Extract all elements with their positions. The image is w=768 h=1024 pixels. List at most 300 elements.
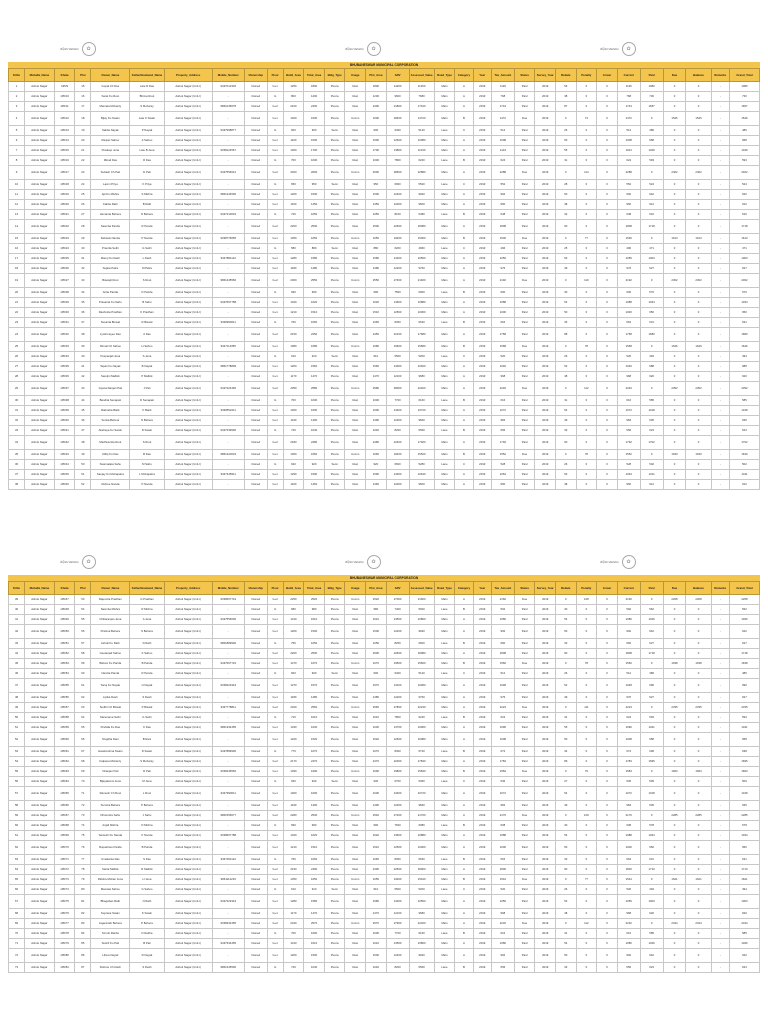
table-cell: Pucca — [324, 841, 345, 855]
table-cell: 0 — [597, 308, 618, 318]
table-cell: 0 — [686, 885, 711, 895]
table-cell: 2019 — [473, 136, 491, 146]
table-cell: 1695 — [640, 757, 663, 767]
table-cell: 760 — [283, 318, 304, 328]
table-cell: 19600 — [386, 342, 409, 352]
table-cell: Resi — [345, 82, 366, 92]
table-cell: 13100 — [386, 679, 409, 693]
table-cell: 0 — [576, 362, 597, 372]
table-cell: 0 — [663, 605, 686, 615]
table-cell: 9920 — [409, 625, 434, 639]
table-cell: 21 — [75, 146, 91, 156]
table-cell: 5360 — [409, 777, 434, 787]
table-cell: 2019 — [473, 895, 491, 909]
table-cell: Akshaya Ku Swain — [91, 426, 130, 436]
table-cell: 16 — [75, 92, 91, 102]
table-cell: 585 — [640, 929, 663, 939]
table-cell: 2019 — [473, 396, 491, 406]
table-cell: 26 — [9, 352, 25, 362]
table-cell: - — [212, 112, 244, 126]
table-row — [9, 156, 760, 166]
table-cell: 48 — [556, 480, 577, 490]
table-cell: Resi — [345, 210, 366, 220]
table-cell: 1320 — [283, 298, 304, 308]
table-cell: Jyotirmayee Das — [91, 328, 130, 342]
table-cell: 69 — [9, 919, 25, 929]
table-cell: 2019 — [535, 254, 556, 264]
table-cell: 26 — [556, 460, 577, 470]
table-cell: Resi — [345, 963, 366, 973]
table-cell: - — [212, 821, 244, 831]
table-cell: 1718 — [640, 649, 663, 659]
table-cell: 1 — [9, 82, 25, 92]
table-cell: Resi — [345, 615, 366, 625]
table-cell: 195/14 — [54, 136, 75, 146]
table-cell: 0 — [597, 649, 618, 659]
table-cell: 54 — [556, 787, 577, 801]
table-cell: 1660 — [304, 450, 325, 460]
table-cell: 195/18 — [54, 180, 75, 190]
table-cell: Bhima Rout — [130, 92, 164, 102]
table-cell: Resi — [345, 200, 366, 210]
table-cell: Resi — [345, 669, 366, 679]
table-cell: S Mishra — [130, 190, 164, 200]
table-cell: Anjali Mishra — [91, 821, 130, 831]
table-cell: 195/71 — [54, 855, 75, 865]
table-cell: 9338990011 — [212, 318, 244, 328]
table-cell: 1136 — [491, 82, 514, 92]
table-cell: - — [711, 210, 729, 220]
table-row — [9, 102, 760, 112]
table-cell: 740 — [283, 963, 304, 973]
table-cell: S Rout — [130, 436, 164, 450]
table-cell: 942 — [729, 625, 759, 639]
table-cell: 935 — [729, 416, 759, 426]
table-cell: 30 — [9, 396, 25, 406]
table-cell: 0 — [686, 733, 711, 747]
table-cell: Main — [434, 328, 455, 342]
table-cell: B — [455, 767, 473, 777]
table-cell: 1040 — [304, 963, 325, 973]
table-cell: Main — [434, 92, 455, 102]
table-cell: 509 — [729, 777, 759, 787]
table-cell: Ashok Nagar — [25, 821, 55, 831]
table-row — [9, 855, 760, 865]
table-cell: Resi — [345, 126, 366, 136]
table-cell: 8 — [9, 156, 25, 166]
table-cell: 920 — [640, 372, 663, 382]
table-cell: 1792 — [617, 436, 640, 450]
table-cell: 1470 — [304, 909, 325, 919]
table-cell: 660 — [617, 639, 640, 649]
table-cell: G+1 — [267, 470, 283, 480]
table-cell: 0 — [663, 436, 686, 450]
table-cell: 6500 — [386, 352, 409, 362]
table-cell: 1600 — [366, 112, 387, 126]
brand-center — [345, 42, 381, 56]
table-cell: Main — [434, 470, 455, 480]
table-cell: Lipika Dash — [91, 693, 130, 703]
table-cell: 0 — [640, 811, 663, 821]
table-cell: 195/29 — [54, 298, 75, 308]
column-header: Assessed_Value — [409, 69, 434, 82]
table-cell: 114 — [576, 166, 597, 180]
table-cell: 12500 — [386, 841, 409, 855]
table-cell: 0 — [576, 352, 597, 362]
table-cell: Pucca — [324, 190, 345, 200]
table-cell: 2019 — [473, 929, 491, 939]
table-cell: 1008 — [491, 733, 514, 747]
table-cell: 2019 — [535, 841, 556, 855]
table-cell: Main — [434, 102, 455, 112]
table-cell: 494 — [729, 885, 759, 895]
table-cell: 2019 — [473, 875, 491, 885]
table-cell: A — [455, 436, 473, 450]
table-cell: H Sahoo — [130, 342, 164, 352]
table-cell: 2400 — [304, 102, 325, 112]
table-cell: 18400 — [386, 112, 409, 126]
table-cell: Lane — [434, 821, 455, 831]
table-cell: 0 — [576, 244, 597, 254]
table-cell: 1080 — [729, 82, 759, 92]
table-cell: 9920 — [409, 190, 434, 200]
table-cell: 2402 — [663, 166, 686, 180]
table-row — [9, 841, 760, 855]
table-cell: Paid — [514, 372, 535, 382]
table-cell: 10560 — [409, 895, 434, 909]
table-cell: 195/43 — [54, 450, 75, 460]
table-cell: 1500 — [304, 136, 325, 146]
table-cell: 49 — [75, 450, 91, 460]
table-cell: 1170 — [283, 372, 304, 382]
table-cell: 195/52 — [54, 649, 75, 659]
table-cell: 68 — [75, 757, 91, 767]
table-cell: 0 — [597, 200, 618, 210]
table-cell: 984 — [491, 416, 514, 426]
table-cell: Lane — [434, 210, 455, 220]
table-cell: Main — [434, 342, 455, 352]
table-cell: Ashok Nagar (Unit-I) — [164, 939, 212, 949]
table-cell: Paid — [514, 190, 535, 200]
table-cell: 2019 — [473, 679, 491, 693]
column-header: Remarks — [711, 69, 729, 82]
table-cell: 0 — [686, 841, 711, 855]
table-cell: - — [212, 865, 244, 875]
table-cell: 18080 — [409, 649, 434, 659]
table-cell: Paid — [514, 210, 535, 220]
column-header: Assessed_Value — [409, 582, 434, 595]
table-row — [9, 308, 760, 318]
table-cell: - — [212, 841, 244, 855]
table-cell: Due — [514, 234, 535, 244]
table-cell: Pucca — [324, 82, 345, 92]
table-cell: 593 — [729, 156, 759, 166]
column-header: Plot — [75, 582, 91, 595]
table-cell: 0 — [576, 649, 597, 659]
column-header: Penalty — [576, 69, 597, 82]
table-cell: 0 — [686, 821, 711, 831]
table-cell: Sanjay Ku Mohapatra — [91, 470, 130, 480]
table-cell: Paid — [514, 777, 535, 787]
table-row — [9, 909, 760, 919]
table-cell: 54 — [75, 605, 91, 615]
table-cell: 1646 — [729, 342, 759, 352]
table-row — [9, 480, 760, 490]
table-cell: 1050 — [304, 210, 325, 220]
table-row — [9, 703, 760, 713]
table-cell: Owned — [244, 180, 267, 190]
table-cell: 0 — [640, 234, 663, 244]
table-cell: 0 — [663, 909, 686, 919]
table-cell: 0 — [686, 352, 711, 362]
table-cell: 1190 — [283, 416, 304, 426]
table-row — [9, 352, 760, 362]
table-cell: Pucca — [324, 909, 345, 919]
table-cell: Main — [434, 841, 455, 855]
table-cell: - — [711, 963, 729, 973]
table-cell: - — [212, 605, 244, 615]
table-cell: 0 — [597, 234, 618, 244]
table-cell: Pucca — [324, 855, 345, 865]
table-cell: 11360 — [409, 82, 434, 92]
table-cell: - — [711, 723, 729, 733]
table-cell: S Mohanty — [130, 102, 164, 112]
table-cell: 1638 — [729, 659, 759, 669]
table-cell: 1568 — [617, 342, 640, 352]
table-cell: Owned — [244, 450, 267, 460]
table-cell: - — [711, 288, 729, 298]
table-cell: 1080 — [640, 82, 663, 92]
table-cell: 0 — [576, 713, 597, 723]
table-cell: Main — [434, 939, 455, 949]
table-cell: - — [711, 821, 729, 831]
table-cell: 0 — [597, 855, 618, 865]
table-cell: Saroj Ku Nayak — [91, 679, 130, 693]
table-cell: 720 — [283, 210, 304, 220]
table-cell: 1621 — [729, 875, 759, 885]
table-cell: 2019 — [535, 693, 556, 703]
table-row — [9, 757, 760, 767]
table-cell: 0 — [597, 895, 618, 909]
table-cell: 0 — [663, 733, 686, 747]
table-cell: Main — [434, 436, 455, 450]
table-cell: 9760 — [409, 264, 434, 274]
table-cell: 0 — [686, 669, 711, 679]
table-cell: 0 — [663, 156, 686, 166]
table-cell: 14 — [9, 220, 25, 234]
table-cell: 1657 — [729, 102, 759, 112]
table-cell: Rabindra Barik — [91, 406, 130, 416]
table-cell: 2019 — [535, 436, 556, 450]
table-cell: 54 — [9, 757, 25, 767]
table-cell: Ashok Nagar — [25, 308, 55, 318]
table-cell: 0 — [663, 352, 686, 362]
table-cell: 2490 — [304, 865, 325, 875]
table-cell: B — [455, 342, 473, 352]
table-cell: 12 — [9, 200, 25, 210]
table-cell: 0 — [686, 254, 711, 264]
table-cell: B — [455, 929, 473, 939]
table-cell: 31 — [556, 396, 577, 406]
table-cell: 76 — [75, 841, 91, 855]
table-cell: Main — [434, 679, 455, 693]
table-cell: 79 — [75, 875, 91, 885]
table-cell: 11 — [9, 190, 25, 200]
table-cell: 984 — [617, 416, 640, 426]
table-cell: Ashok Nagar — [25, 460, 55, 470]
table-cell: 0 — [576, 190, 597, 200]
table-cell: 0 — [686, 949, 711, 963]
table-cell: 0 — [663, 831, 686, 841]
table-cell: Ajit Ku Mishra — [91, 190, 130, 200]
table-cell: 1003 — [729, 895, 759, 909]
table-cell: 195/36 — [54, 372, 75, 382]
table-cell: 990 — [366, 288, 387, 298]
table-cell: Semi — [324, 244, 345, 254]
table-cell: 1000 — [304, 929, 325, 939]
table-cell: 27400 — [386, 274, 409, 288]
table-cell: 0 — [597, 733, 618, 747]
table-cell: 958 — [729, 733, 759, 747]
table-cell: 528 — [617, 460, 640, 470]
table-cell: 1500 — [366, 949, 387, 963]
table-cell: 2019 — [473, 342, 491, 352]
table-cell: Resi — [345, 308, 366, 318]
table-cell: 18 — [9, 264, 25, 274]
table-cell: 9338667744 — [212, 595, 244, 605]
table-cell: 70 — [75, 777, 91, 787]
table-cell: Ashok Nagar — [25, 396, 55, 406]
table-cell: 900 — [366, 126, 387, 136]
table-cell: Sudhir Ch Biswal — [91, 703, 130, 713]
table-cell: 1000 — [491, 308, 514, 318]
table-cell: 83 — [75, 919, 91, 929]
table-cell: 0 — [576, 210, 597, 220]
table-cell: Pucca — [324, 733, 345, 747]
table-cell: Late R Das — [130, 82, 164, 92]
table-cell: Ashok Nagar (Unit-I) — [164, 342, 212, 352]
table-cell: Ashok Nagar (Unit-I) — [164, 112, 212, 126]
table-cell: G+1 — [267, 693, 283, 703]
table-cell: 0 — [686, 713, 711, 723]
table-cell: 195/38 — [54, 396, 75, 406]
table-cell: 9437113355 — [212, 342, 244, 352]
table-cell: 2019 — [535, 244, 556, 254]
table-cell: Main — [434, 767, 455, 777]
table-cell: Paid — [514, 254, 535, 264]
table-cell: 14200 — [386, 82, 409, 92]
table-cell: 50 — [556, 841, 577, 855]
table-cell: Main — [434, 372, 455, 382]
table-cell: 0 — [576, 82, 597, 92]
table-cell: 920 — [729, 909, 759, 919]
table-cell: A — [455, 220, 473, 234]
table-cell: G — [267, 929, 283, 939]
table-cell: 62 — [9, 841, 25, 855]
table-cell: Owned — [244, 362, 267, 372]
table-cell: 8200 — [386, 426, 409, 436]
table-cell: Ashok Nagar — [25, 767, 55, 777]
table-cell: 9680 — [409, 909, 434, 919]
brand-left-text: ଓଡ଼ିଶା ସରକାର — [60, 47, 79, 51]
table-cell: Paid — [514, 865, 535, 875]
table-cell: Pratima Behera — [91, 625, 130, 639]
table-cell: 49 — [9, 703, 25, 713]
table-cell: - — [711, 595, 729, 605]
table-cell: 89 — [556, 757, 577, 767]
table-cell: 1744 — [617, 102, 640, 112]
table-cell: 980 — [366, 605, 387, 615]
table-cell: 24 — [75, 180, 91, 190]
table-cell: 0 — [597, 92, 618, 102]
table-cell: 66 — [9, 885, 25, 895]
table-cell: 1018 — [640, 787, 663, 801]
table-cell: G+1 — [267, 342, 283, 352]
table-cell: 17680 — [409, 328, 434, 342]
table-cell: 38 — [9, 480, 25, 490]
table-cell: Ashok Nagar (Unit-I) — [164, 615, 212, 625]
table-cell: 31 — [9, 406, 25, 416]
table-cell: 1472 — [491, 112, 514, 126]
table-cell: Resi — [345, 244, 366, 254]
table-cell: Resi — [345, 679, 366, 693]
table-cell: 54 — [556, 615, 577, 625]
table-cell: 0 — [556, 811, 577, 821]
table-cell: 5920 — [409, 605, 434, 615]
table-cell: 0 — [686, 855, 711, 865]
table-cell: Main — [434, 703, 455, 713]
table-cell: Pucca — [324, 234, 345, 244]
table-cell: Pucca — [324, 92, 345, 102]
table-cell: Owned — [244, 703, 267, 713]
table-cell: 1710 — [729, 865, 759, 875]
table-cell: 0 — [686, 480, 711, 490]
table-cell: Main — [434, 264, 455, 274]
table-cell: 1300 — [283, 406, 304, 416]
column-header: Property_Address — [164, 582, 212, 595]
table-cell: 2019 — [473, 811, 491, 821]
table-cell: Ashok Nagar — [25, 352, 55, 362]
table-cell: 2500 — [304, 649, 325, 659]
table-cell: 0 — [576, 318, 597, 328]
table-row — [9, 747, 760, 757]
table-cell: G+1 — [267, 909, 283, 919]
table-cell: D Pati — [130, 166, 164, 180]
table-cell: Pucca — [324, 102, 345, 112]
table-cell: 624 — [491, 713, 514, 723]
column-header: Year — [473, 582, 491, 595]
table-cell: G+1 — [267, 254, 283, 264]
table-cell: Resi — [345, 352, 366, 362]
table-cell: - — [212, 308, 244, 318]
table-cell: Due — [514, 274, 535, 288]
table-cell: G Sahoo — [130, 885, 164, 895]
table-cell: P Nanda — [130, 480, 164, 490]
table-cell: 0 — [663, 264, 686, 274]
table-cell: 195/21 — [54, 210, 75, 220]
table-cell: Ashok Nagar — [25, 929, 55, 939]
table-cell: 631 — [729, 855, 759, 865]
table-cell: 1104 — [617, 146, 640, 156]
table-cell: Owned — [244, 767, 267, 777]
table-cell: 2344 — [686, 919, 711, 929]
table-cell: Ashok Nagar — [25, 865, 55, 875]
table-cell: 0 — [576, 426, 597, 436]
table-cell: B Rani — [130, 733, 164, 747]
table-cell: 9840 — [409, 801, 434, 811]
table-cell: 960 — [617, 480, 640, 490]
table-cell: 1800 — [366, 82, 387, 92]
